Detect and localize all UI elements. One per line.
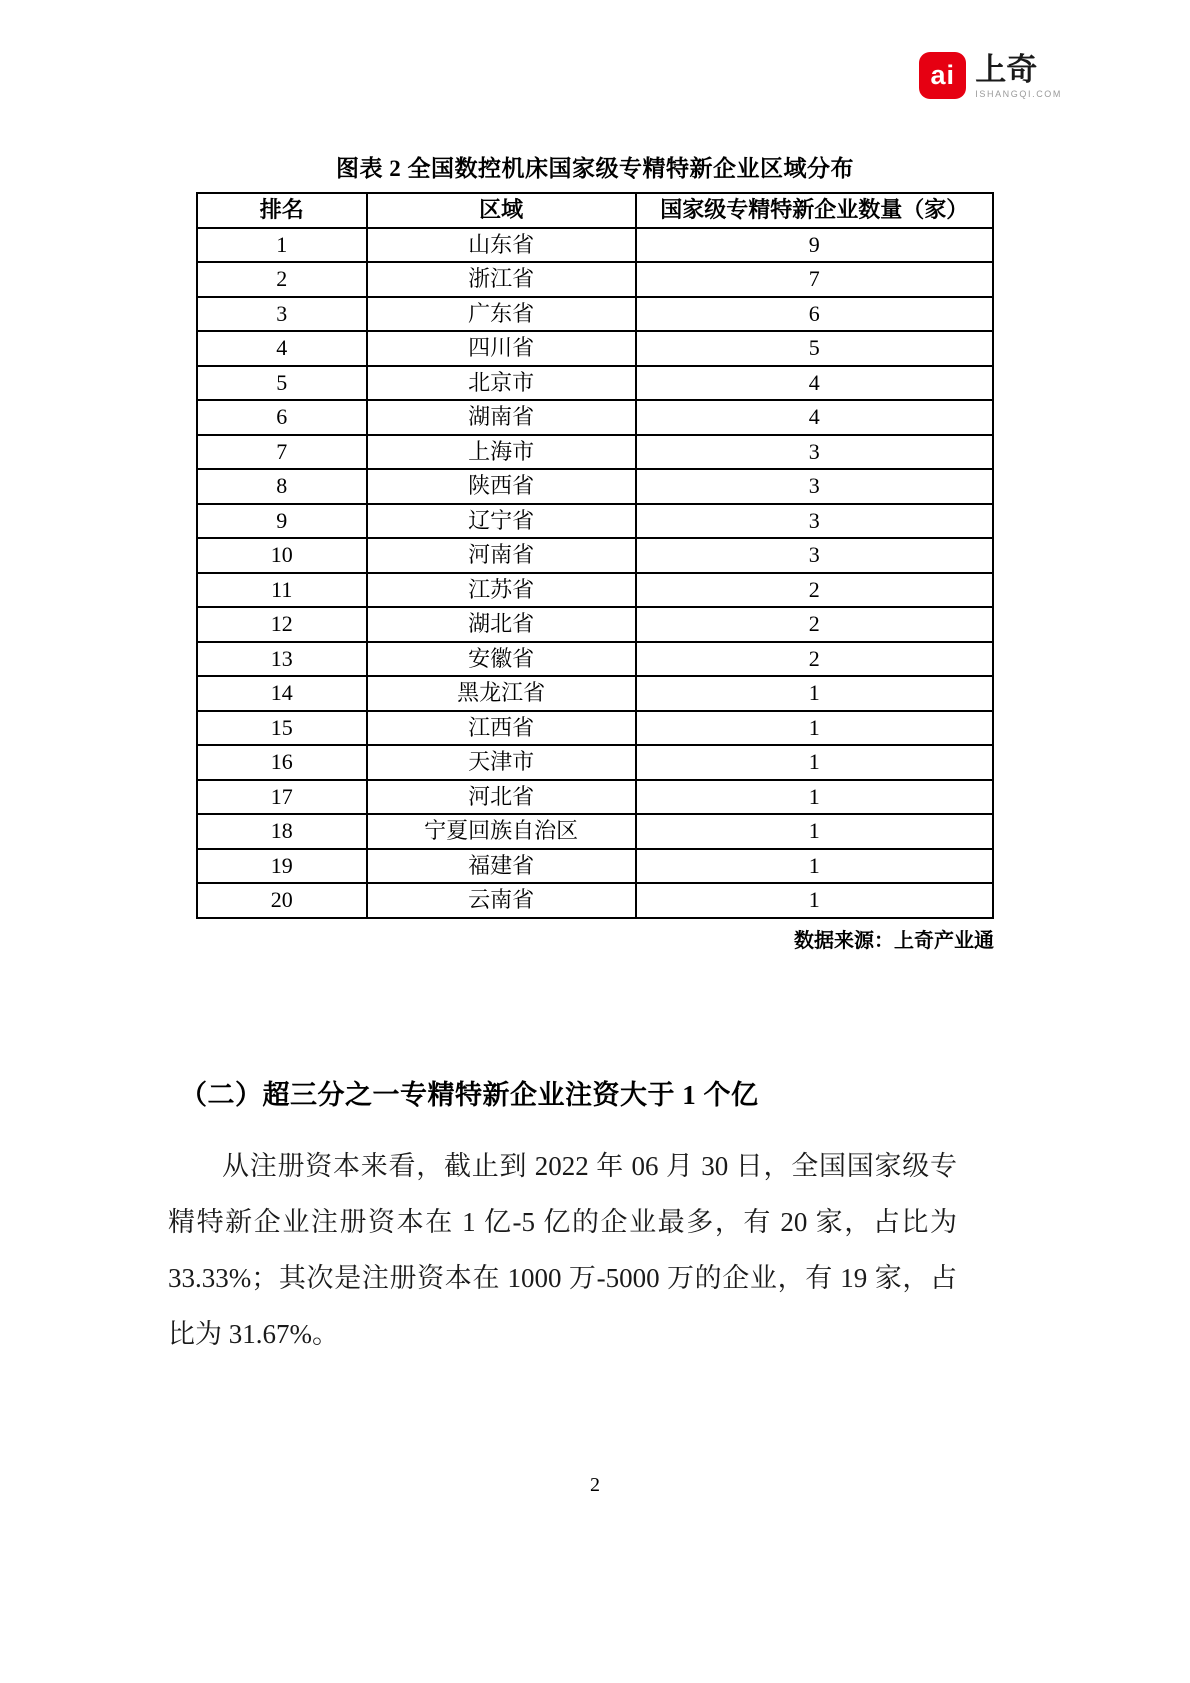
table-row	[197, 814, 993, 849]
cell-region: 江西省	[367, 711, 636, 746]
table-row	[197, 504, 993, 539]
table-row	[197, 469, 993, 504]
brand-logo	[919, 52, 1062, 99]
table-header-row	[197, 193, 993, 228]
table-row	[197, 366, 993, 401]
table-row	[197, 607, 993, 642]
cell-count: 3	[636, 469, 993, 504]
cell-count: 2	[636, 607, 993, 642]
cell-region: 云南省	[367, 883, 636, 918]
cell-rank: 17	[197, 780, 367, 815]
column-header-region: 区域	[367, 193, 636, 228]
cell-count: 7	[636, 262, 993, 297]
cell-count: 1	[636, 814, 993, 849]
cell-rank: 2	[197, 262, 367, 297]
cell-rank: 6	[197, 400, 367, 435]
cell-region: 安徽省	[367, 642, 636, 677]
cell-region: 宁夏回族自治区	[367, 814, 636, 849]
table-row	[197, 262, 993, 297]
table-row	[197, 883, 993, 918]
cell-rank: 19	[197, 849, 367, 884]
cell-count: 1	[636, 849, 993, 884]
cell-region: 山东省	[367, 228, 636, 263]
cell-count: 5	[636, 331, 993, 366]
table-row	[197, 573, 993, 608]
cell-rank: 11	[197, 573, 367, 608]
table-title: 图表 2 全国数控机床国家级专精特新企业区域分布	[336, 156, 854, 181]
cell-count: 1	[636, 883, 993, 918]
column-header-count: 国家级专精特新企业数量（家）	[636, 193, 993, 228]
cell-region: 湖北省	[367, 607, 636, 642]
cell-rank: 7	[197, 435, 367, 470]
table-row	[197, 745, 993, 780]
table-row	[197, 400, 993, 435]
cell-rank: 18	[197, 814, 367, 849]
table-row	[197, 538, 993, 573]
cell-count: 2	[636, 573, 993, 608]
page-number: 2	[590, 1474, 600, 1496]
cell-count: 1	[636, 780, 993, 815]
cell-count: 1	[636, 676, 993, 711]
cell-count: 9	[636, 228, 993, 263]
cell-count: 4	[636, 400, 993, 435]
section-heading: （二）超三分之一专精特新企业注资大于 1 个亿	[180, 1079, 759, 1110]
brand-domain: ISHANGQI.COM	[975, 88, 1062, 99]
cell-rank: 20	[197, 883, 367, 918]
table-row	[197, 642, 993, 677]
cell-count: 6	[636, 297, 993, 332]
cell-rank: 9	[197, 504, 367, 539]
cell-region: 上海市	[367, 435, 636, 470]
cell-region: 黑龙江省	[367, 676, 636, 711]
cell-region: 北京市	[367, 366, 636, 401]
cell-region: 江苏省	[367, 573, 636, 608]
brand-logo-icon: ai	[919, 52, 966, 99]
cell-region: 河南省	[367, 538, 636, 573]
cell-count: 4	[636, 366, 993, 401]
cell-count: 3	[636, 504, 993, 539]
cell-count: 3	[636, 538, 993, 573]
table-row	[197, 849, 993, 884]
cell-rank: 10	[197, 538, 367, 573]
table-row	[197, 780, 993, 815]
cell-region: 福建省	[367, 849, 636, 884]
table-body	[197, 228, 993, 918]
cell-rank: 14	[197, 676, 367, 711]
cell-count: 3	[636, 435, 993, 470]
table-row	[197, 435, 993, 470]
data-source-note: 数据来源：上奇产业通	[794, 929, 994, 952]
cell-region: 陕西省	[367, 469, 636, 504]
brand-name: 上奇	[975, 52, 1038, 87]
cell-region: 天津市	[367, 745, 636, 780]
cell-region: 四川省	[367, 331, 636, 366]
cell-rank: 16	[197, 745, 367, 780]
table-row	[197, 711, 993, 746]
table-row	[197, 331, 993, 366]
cell-rank: 4	[197, 331, 367, 366]
table-row	[197, 297, 993, 332]
brand-logo-text	[975, 52, 1062, 99]
column-header-rank: 排名	[197, 193, 367, 228]
cell-count: 1	[636, 745, 993, 780]
cell-region: 浙江省	[367, 262, 636, 297]
cell-rank: 3	[197, 297, 367, 332]
table-row	[197, 228, 993, 263]
table-row	[197, 676, 993, 711]
cell-region: 河北省	[367, 780, 636, 815]
body-paragraph: 从注册资本来看，截止到 2022 年 06 月 30 日，全国国家级专精特新企业注册资本在 1 亿-5 亿的企业最多，有 20 家，占比为 33.33%；其次是注册资本在 1000 万-5000 万的企业，有 19 家，占比为 31.67%。	[168, 1150, 957, 1349]
cell-rank: 12	[197, 607, 367, 642]
cell-count: 2	[636, 642, 993, 677]
cell-rank: 13	[197, 642, 367, 677]
cell-region: 湖南省	[367, 400, 636, 435]
cell-region: 辽宁省	[367, 504, 636, 539]
region-distribution-table	[196, 192, 994, 919]
cell-rank: 8	[197, 469, 367, 504]
cell-region: 广东省	[367, 297, 636, 332]
cell-count: 1	[636, 711, 993, 746]
cell-rank: 15	[197, 711, 367, 746]
cell-rank: 5	[197, 366, 367, 401]
cell-rank: 1	[197, 228, 367, 263]
